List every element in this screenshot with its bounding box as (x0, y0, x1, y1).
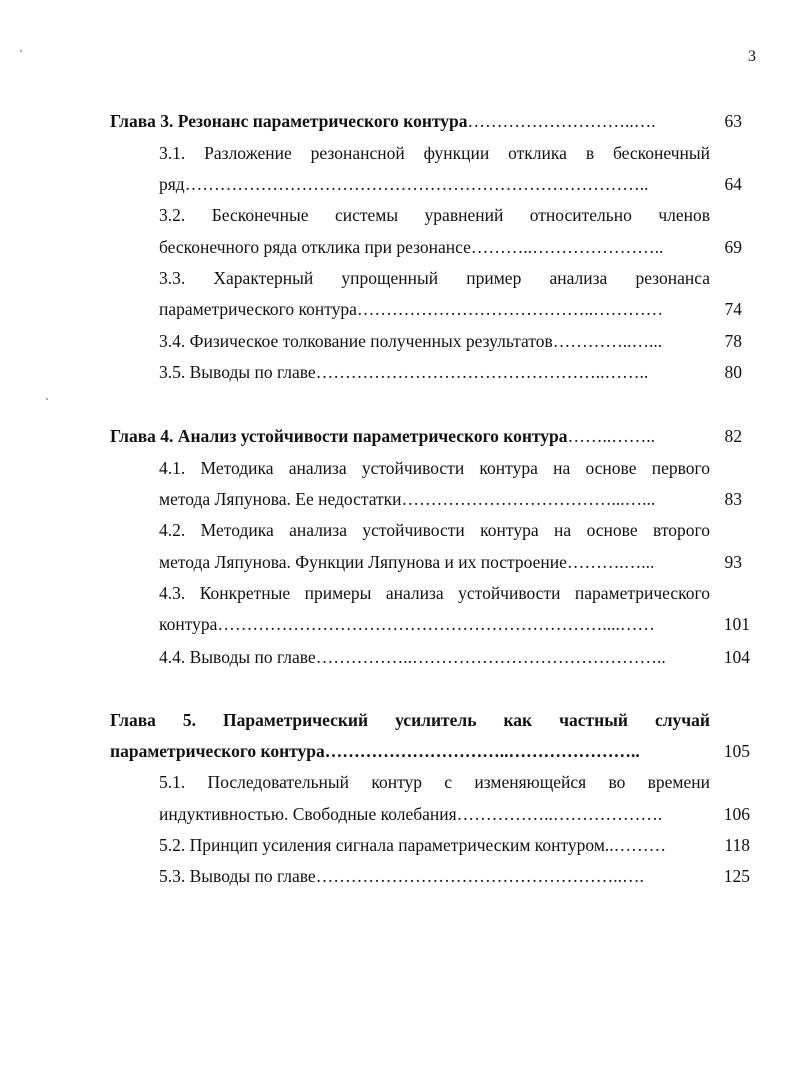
chapter-3-title: Глава 3. Резонанс параметрического контура………………………..…. (110, 111, 656, 131)
section-3-1-page: 64 (724, 174, 742, 194)
section-5-2-title: 5.2. Принцип усиления сигнала параметрическим контуром..……… (159, 835, 667, 855)
section-3-3-page: 74 (724, 299, 742, 319)
section-4-1-page: 83 (724, 489, 742, 509)
section-4-1-title: 4.1. Методика анализа устойчивости контура на основе первого (159, 458, 710, 478)
section-3-4-page: 78 (724, 331, 742, 351)
section-3-5-title: 3.5. Выводы по главе…………………………………………..…….. (159, 362, 649, 382)
section-4-2-page: 93 (724, 552, 742, 572)
chapter-3-page: 63 (724, 111, 742, 131)
section-3-3-title: 3.3. Характерный упрощенный пример анализа резонанса (159, 268, 710, 288)
section-3-1-leader: ряд…………………………………………………………………….. (159, 174, 649, 194)
chapter-5-title: Глава 5. Параметрический усилитель как частный случай (110, 710, 710, 730)
section-3-2-leader: бесконечного ряда отклика при резонансе………..………………….. (159, 237, 664, 257)
scan-speck (20, 50, 22, 52)
section-4-3-leader: контура…………………………………………………………....…… (159, 614, 655, 634)
scan-speck (46, 398, 48, 400)
page-number: 3 (748, 48, 756, 65)
section-4-1-leader: метода Ляпунова. Ее недостатки………………………………...…... (159, 489, 656, 509)
section-3-2-title: 3.2. Бесконечные системы уравнений относительно членов (159, 205, 710, 225)
section-3-4-title: 3.4. Физическое толкование полученных результатов…………..…... (159, 331, 663, 351)
chapter-4-page: 82 (724, 426, 742, 446)
section-3-2-page: 69 (724, 237, 742, 257)
chapter-5-title-cont: параметрического контура…………………………..………………….. (110, 741, 640, 761)
section-5-2-page: 118 (724, 835, 750, 855)
section-5-1-page: 106 (723, 804, 750, 824)
section-5-1-leader: индуктивностью. Свободные колебания……………..………………. (159, 804, 663, 824)
section-4-4-title: 4.4. Выводы по главе……………..…………………………………….. (159, 647, 666, 667)
chapter-4-title: Глава 4. Анализ устойчивости параметрического контура……..…….. (110, 426, 656, 446)
section-5-1-title: 5.1. Последовательный контур с изменяющейся во времени (159, 772, 710, 792)
section-3-3-leader: параметрического контура…………………………………..………… (159, 299, 664, 319)
section-3-5-page: 80 (724, 362, 742, 382)
section-4-4-page: 104 (723, 647, 750, 667)
section-4-2-title: 4.2. Методика анализа устойчивости контура на основе второго (159, 520, 710, 540)
section-5-3-title: 5.3. Выводы по главе……………………………………………..…. (159, 866, 644, 886)
section-5-3-page: 125 (723, 866, 750, 886)
section-4-3-page: 101 (723, 614, 750, 634)
section-3-1-title: 3.1. Разложение резонансной функции отклика в бесконечный (159, 143, 710, 163)
chapter-5-page: 105 (723, 741, 750, 761)
section-4-2-leader: метода Ляпунова. Функции Ляпунова и их построение……….…... (159, 552, 655, 572)
section-4-3-title: 4.3. Конкретные примеры анализа устойчивости параметрического (159, 583, 710, 603)
